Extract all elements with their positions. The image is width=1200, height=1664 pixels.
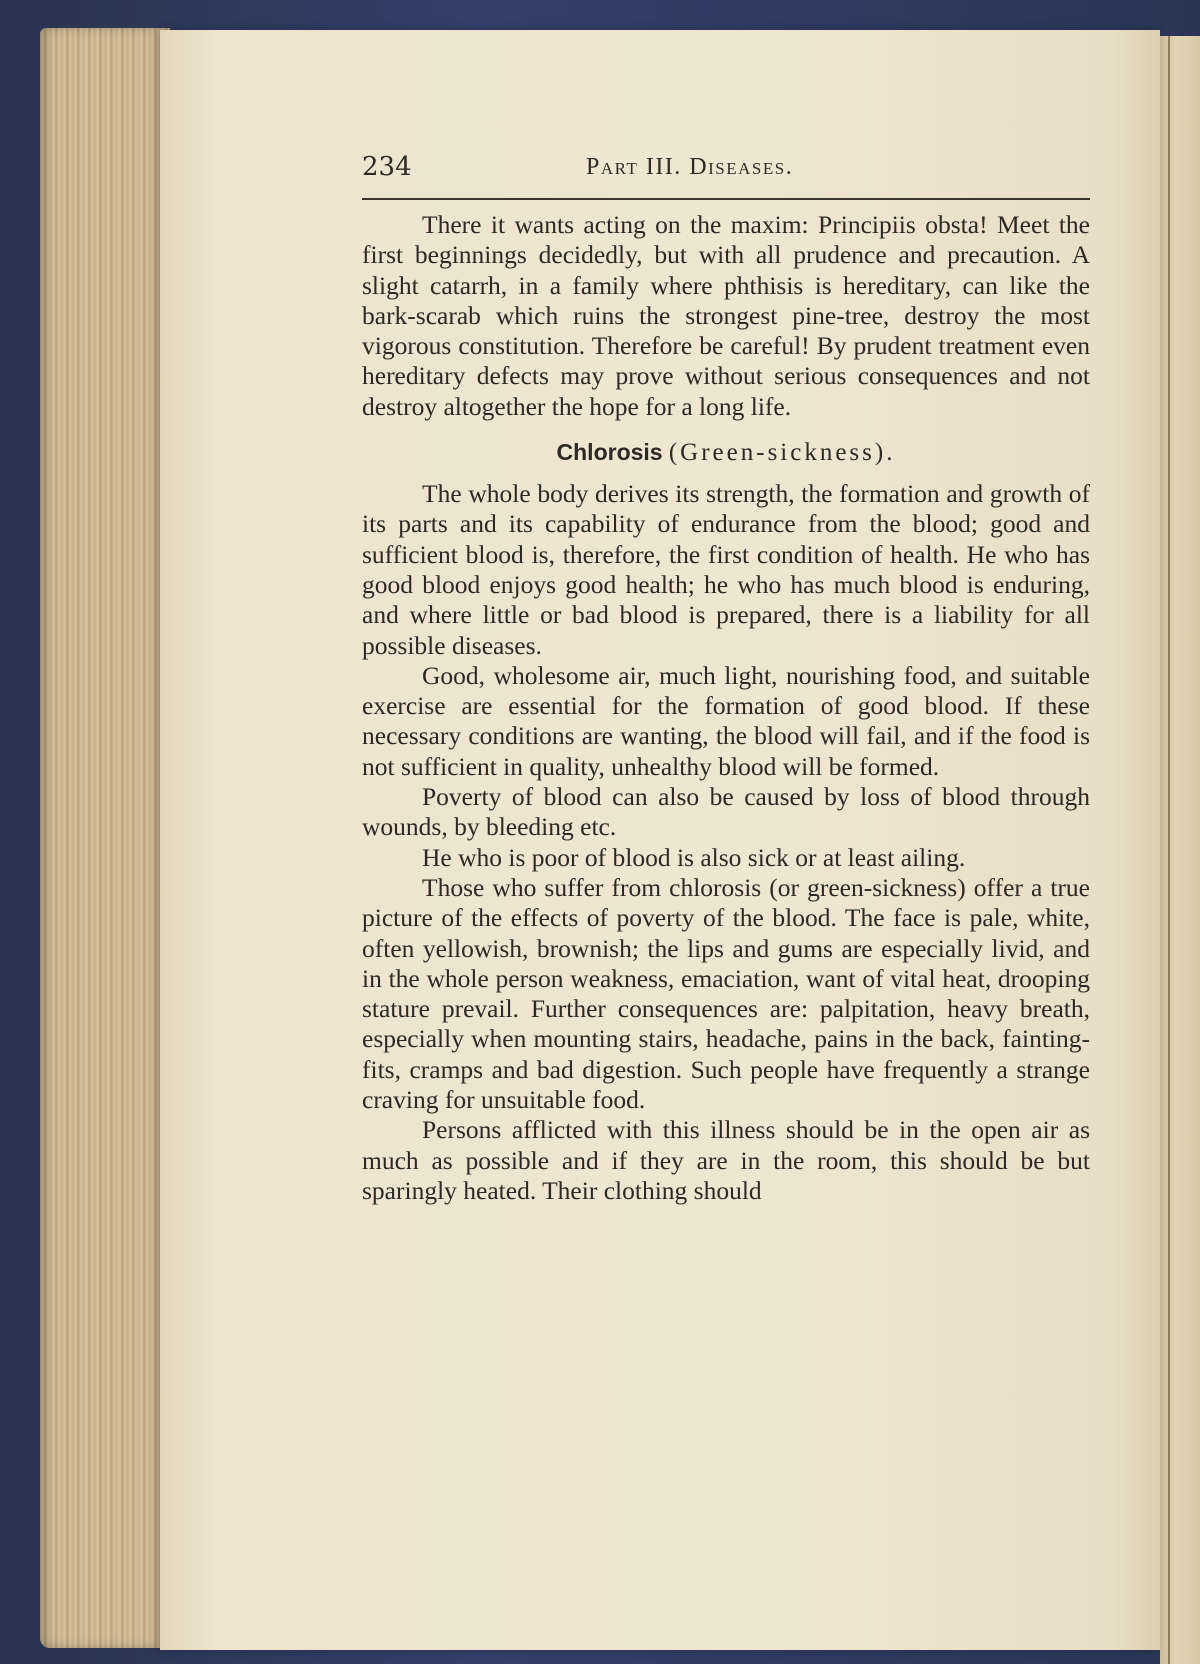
running-head [362,152,1090,192]
page-number: 234 [362,152,412,182]
page-body [362,210,1090,1206]
section-heading [362,436,1090,469]
section-heading-word: Chlorosis [556,439,663,466]
running-title: Part III. Diseases. [586,154,794,180]
section-heading-subtitle: (Green-sickness). [668,439,896,467]
paragraph: Persons afflicted with this illness should be in the open air as much as possible and if they are in the room, this should be but sparingly heated. Their clothing should [362,1115,1090,1205]
paragraph: Poverty of blood can also be caused by loss of blood through wounds, by bleeding etc. [362,782,1090,842]
gutter-line [1168,36,1170,1664]
paragraph: The whole body derives its strength, the formation and growth of its parts and its capability of endurance from the blood; good and sufficient blood is, therefore, the first condition of health. He who has good blood enjoys good health; he who has much blood is enduring, and where little or bad blood is prepared, there is a liability for all possible diseases. [362,479,1090,660]
paragraph-intro: There it wants acting on the maxim: Principiis obsta! Meet the first beginnings decidedly, but with all prudence and precaution. A slight catarrh, in a family where phthisis is hereditary, can like the bark-scarab which ruins the strongest pine-tree, destroy the most vigorous constitution. Therefore be careful! By prudent treatment even hereditary defects may prove without serious consequences and not destroy altogether the hope for a long life. [362,210,1090,421]
paragraph: Good, wholesome air, much light, nourishing food, and suitable exercise are essential for the formation of good blood. If these necessary conditions are wanting, the blood will fail, and if the food is not sufficient in quality, unhealthy blood will be formed. [362,660,1090,781]
next-page-edge [1160,36,1200,1664]
header-rule [362,198,1090,200]
paragraph: He who is poor of blood is also sick or at least ailing. [422,842,966,872]
paragraph: Those who suffer from chlorosis (or green-sickness) offer a true picture of the effects of poverty of the blood. The face is pale, white, often yellowish, brownish; the lips and gums are especially livid, and in the whole person weakness, emaciation, want of vital heat, drooping stature prevail. Further consequences are: palpitation, heavy breath, especially when mounting stairs, headache, pains in the back, fainting-fits, cramps and bad digestion. Such people have frequently a strange craving for unsuitable food. [362,872,1090,1115]
page-edges [40,28,170,1648]
